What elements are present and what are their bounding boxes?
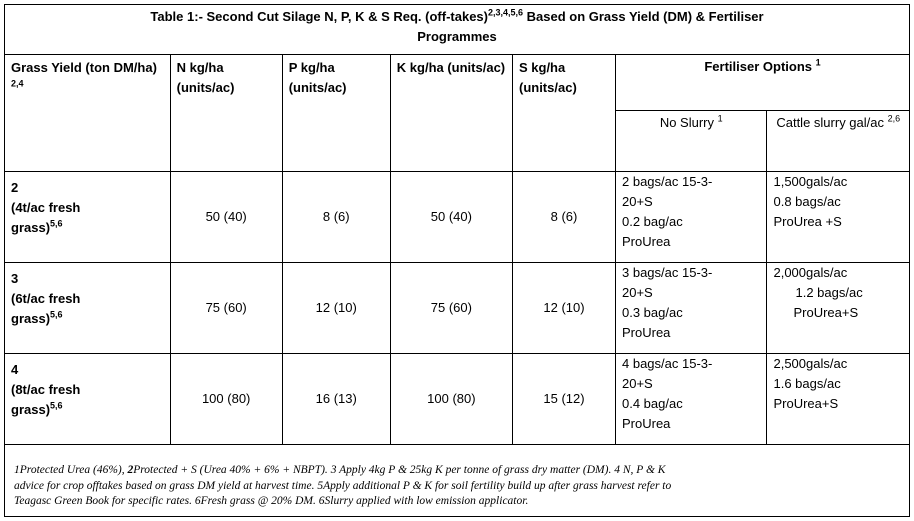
table-row — [5, 354, 910, 445]
header-grass-yield: Grass Yield (ton DM/ha) $^{2,4}$ — [5, 55, 171, 172]
row-s-value: 8 (6) — [512, 172, 615, 263]
row-no-slurry-option: 4 bags/ac 15-3- 20+S 0.4 bag/ac ProUrea — [616, 354, 767, 445]
header-s: S kg/ha (units/ac) — [512, 55, 615, 172]
row-s-value: 15 (12) — [512, 354, 615, 445]
row-k-value: 100 (80) — [390, 354, 512, 445]
row-grass-yield: 3 (6t/ac fresh grass)$^{5,6}$ — [5, 263, 171, 354]
row-k-value: 75 (60) — [390, 263, 512, 354]
table-row — [5, 172, 910, 263]
row-no-slurry-option: 3 bags/ac 15-3- 20+S 0.3 bag/ac ProUrea — [616, 263, 767, 354]
footnotes: 1Protected Urea (46%), 2Protected + S (Urea 40% + 6% + NBPT). 3 Apply 4kg P & 25kg K per tonne of grass dry matter (DM). 4 N, P & K advice for crop offtakes based on grass DM yield at harvest time. 5Apply additional P & K for soil fertility build up after grass harvest refer to Teagasc Green Book for specific rates. 6Fresh grass @ 20% DM. 6Slurry applied with low emission applicator. — [14, 464, 672, 507]
row-cattle-slurry-option: 2,000gals/ac 1.2 bags/ac ProUrea+S — [767, 263, 910, 354]
row-grass-yield: 4 (8t/ac fresh grass)$^{5,6}$ — [5, 354, 171, 445]
header-n: N kg/ha (units/ac) — [170, 55, 282, 172]
header-no-slurry: No Slurry $^1$ — [616, 111, 767, 172]
row-k-value: 50 (40) — [390, 172, 512, 263]
silage-requirements-table — [4, 4, 910, 445]
row-n-value: 50 (40) — [170, 172, 282, 263]
table-title: Table 1:- Second Cut Silage N, P, K & S Req. (off-takes)$^{2,3,4,5,6}$ Based on Grass Yield (DM) & Fertiliser Programmes — [5, 5, 910, 55]
row-p-value: 16 (13) — [282, 354, 390, 445]
header-fertiliser-options: Fertiliser Options $^1$ — [616, 55, 910, 111]
row-s-value: 12 (10) — [512, 263, 615, 354]
header-p: P kg/ha (units/ac) — [282, 55, 390, 172]
table-row — [5, 263, 910, 354]
row-n-value: 75 (60) — [170, 263, 282, 354]
row-p-value: 12 (10) — [282, 263, 390, 354]
row-n-value: 100 (80) — [170, 354, 282, 445]
row-cattle-slurry-option: 2,500gals/ac 1.6 bags/ac ProUrea+S — [767, 354, 910, 445]
row-grass-yield: 2 (4t/ac fresh grass)$^{5,6}$ — [5, 172, 171, 263]
row-cattle-slurry-option: 1,500gals/ac 0.8 bags/ac ProUrea +S — [767, 172, 910, 263]
header-k: K kg/ha (units/ac) — [390, 55, 512, 172]
row-no-slurry-option: 2 bags/ac 15-3- 20+S 0.2 bag/ac ProUrea — [616, 172, 767, 263]
header-cattle-slurry: Cattle slurry gal/ac $^{2,6}$ — [767, 111, 910, 172]
row-p-value: 8 (6) — [282, 172, 390, 263]
